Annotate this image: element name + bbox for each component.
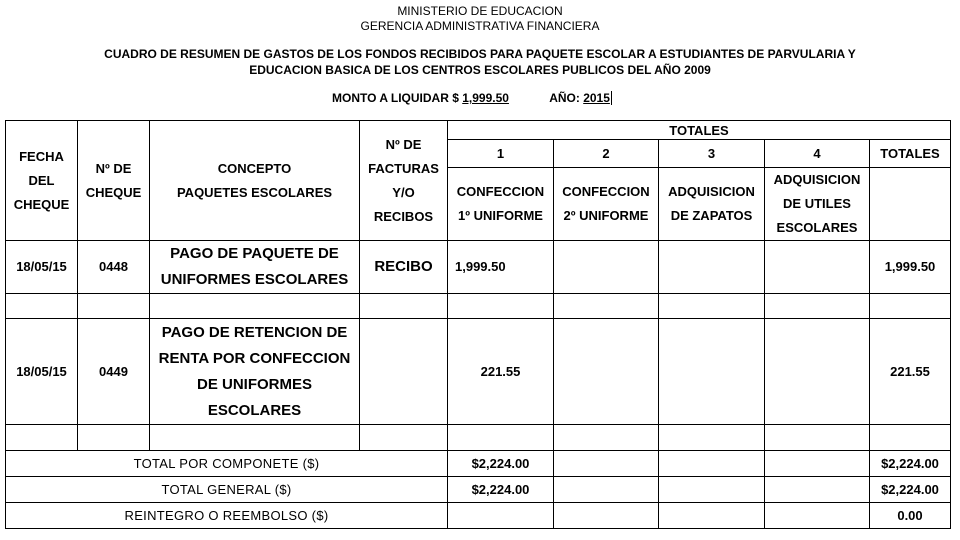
row-cheque: 0448 xyxy=(78,241,150,294)
total-componente-total: $2,224.00 xyxy=(870,451,951,477)
row-facturas xyxy=(360,319,448,425)
title-line-2: EDUCACION BASICA DE LOS CENTROS ESCOLARES PUBLICOS DEL AÑO 2009 xyxy=(249,63,711,77)
header-num-3: 3 xyxy=(659,140,765,168)
table-row xyxy=(6,319,951,425)
year-label: AÑO: xyxy=(549,91,580,105)
title-line-1: CUADRO DE RESUMEN DE GASTOS DE LOS FONDOS RECIBIDOS PARA PAQUETE ESCOLAR A ESTUDIANTES DE PARVULARIA Y xyxy=(104,47,856,61)
header-cheque: Nº DE CHEQUE xyxy=(78,121,150,241)
total-general-c1: $2,224.00 xyxy=(448,477,554,503)
row-concepto: PAGO DE RETENCION DE RENTA POR CONFECCION DE UNIFORMES ESCOLARES xyxy=(150,319,360,425)
department-name: GERENCIA ADMINISTRATIVA FINANCIERA xyxy=(360,19,600,33)
row-fecha: 18/05/15 xyxy=(6,241,78,294)
document-title xyxy=(0,46,960,78)
total-componente-label: TOTAL POR COMPONETE ($) xyxy=(6,451,448,477)
header-totales-empty xyxy=(870,168,951,241)
row-fecha: 18/05/15 xyxy=(6,319,78,425)
header-confeccion-1: CONFECCION 1º UNIFORME xyxy=(448,168,554,241)
row-confeccion-1: 221.55 xyxy=(448,319,554,425)
row-confeccion-1: 1,999.50 xyxy=(448,241,554,294)
row-total: 221.55 xyxy=(870,319,951,425)
expense-summary-table xyxy=(5,120,951,529)
header-num-2: 2 xyxy=(554,140,659,168)
total-componente-row xyxy=(6,451,951,477)
year-value: 2015 xyxy=(583,91,610,105)
header-num-1: 1 xyxy=(448,140,554,168)
header-utiles: ADQUISICION DE UTILES ESCOLARES xyxy=(765,168,870,241)
table-row-empty xyxy=(6,294,951,319)
reintegro-label: REINTEGRO O REEMBOLSO ($) xyxy=(6,503,448,529)
ministry-name: MINISTERIO DE EDUCACION xyxy=(397,4,563,18)
document-header xyxy=(0,4,960,34)
header-totales-group: TOTALES xyxy=(448,121,951,140)
total-general-row xyxy=(6,477,951,503)
row-total: 1,999.50 xyxy=(870,241,951,294)
amount-line xyxy=(332,91,612,105)
table-row-empty xyxy=(6,425,951,451)
amount-label: MONTO A LIQUIDAR $ xyxy=(332,91,459,105)
header-num-4: 4 xyxy=(765,140,870,168)
reintegro-total: 0.00 xyxy=(870,503,951,529)
header-concepto: CONCEPTO PAQUETES ESCOLARES xyxy=(150,121,360,241)
header-fecha: FECHA DEL CHEQUE xyxy=(6,121,78,241)
header-facturas: Nº DE FACTURAS Y/O RECIBOS xyxy=(360,121,448,241)
total-componente-c1: $2,224.00 xyxy=(448,451,554,477)
header-zapatos: ADQUISICION DE ZAPATOS xyxy=(659,168,765,241)
amount-value: 1,999.50 xyxy=(462,91,509,105)
row-concepto: PAGO DE PAQUETE DE UNIFORMES ESCOLARES xyxy=(150,241,360,294)
row-cheque: 0449 xyxy=(78,319,150,425)
header-confeccion-2: CONFECCION 2º UNIFORME xyxy=(554,168,659,241)
row-facturas: RECIBO xyxy=(360,241,448,294)
total-general-label: TOTAL GENERAL ($) xyxy=(6,477,448,503)
header-totales: TOTALES xyxy=(870,140,951,168)
reintegro-row xyxy=(6,503,951,529)
total-general-total: $2,224.00 xyxy=(870,477,951,503)
table-row xyxy=(6,241,951,294)
